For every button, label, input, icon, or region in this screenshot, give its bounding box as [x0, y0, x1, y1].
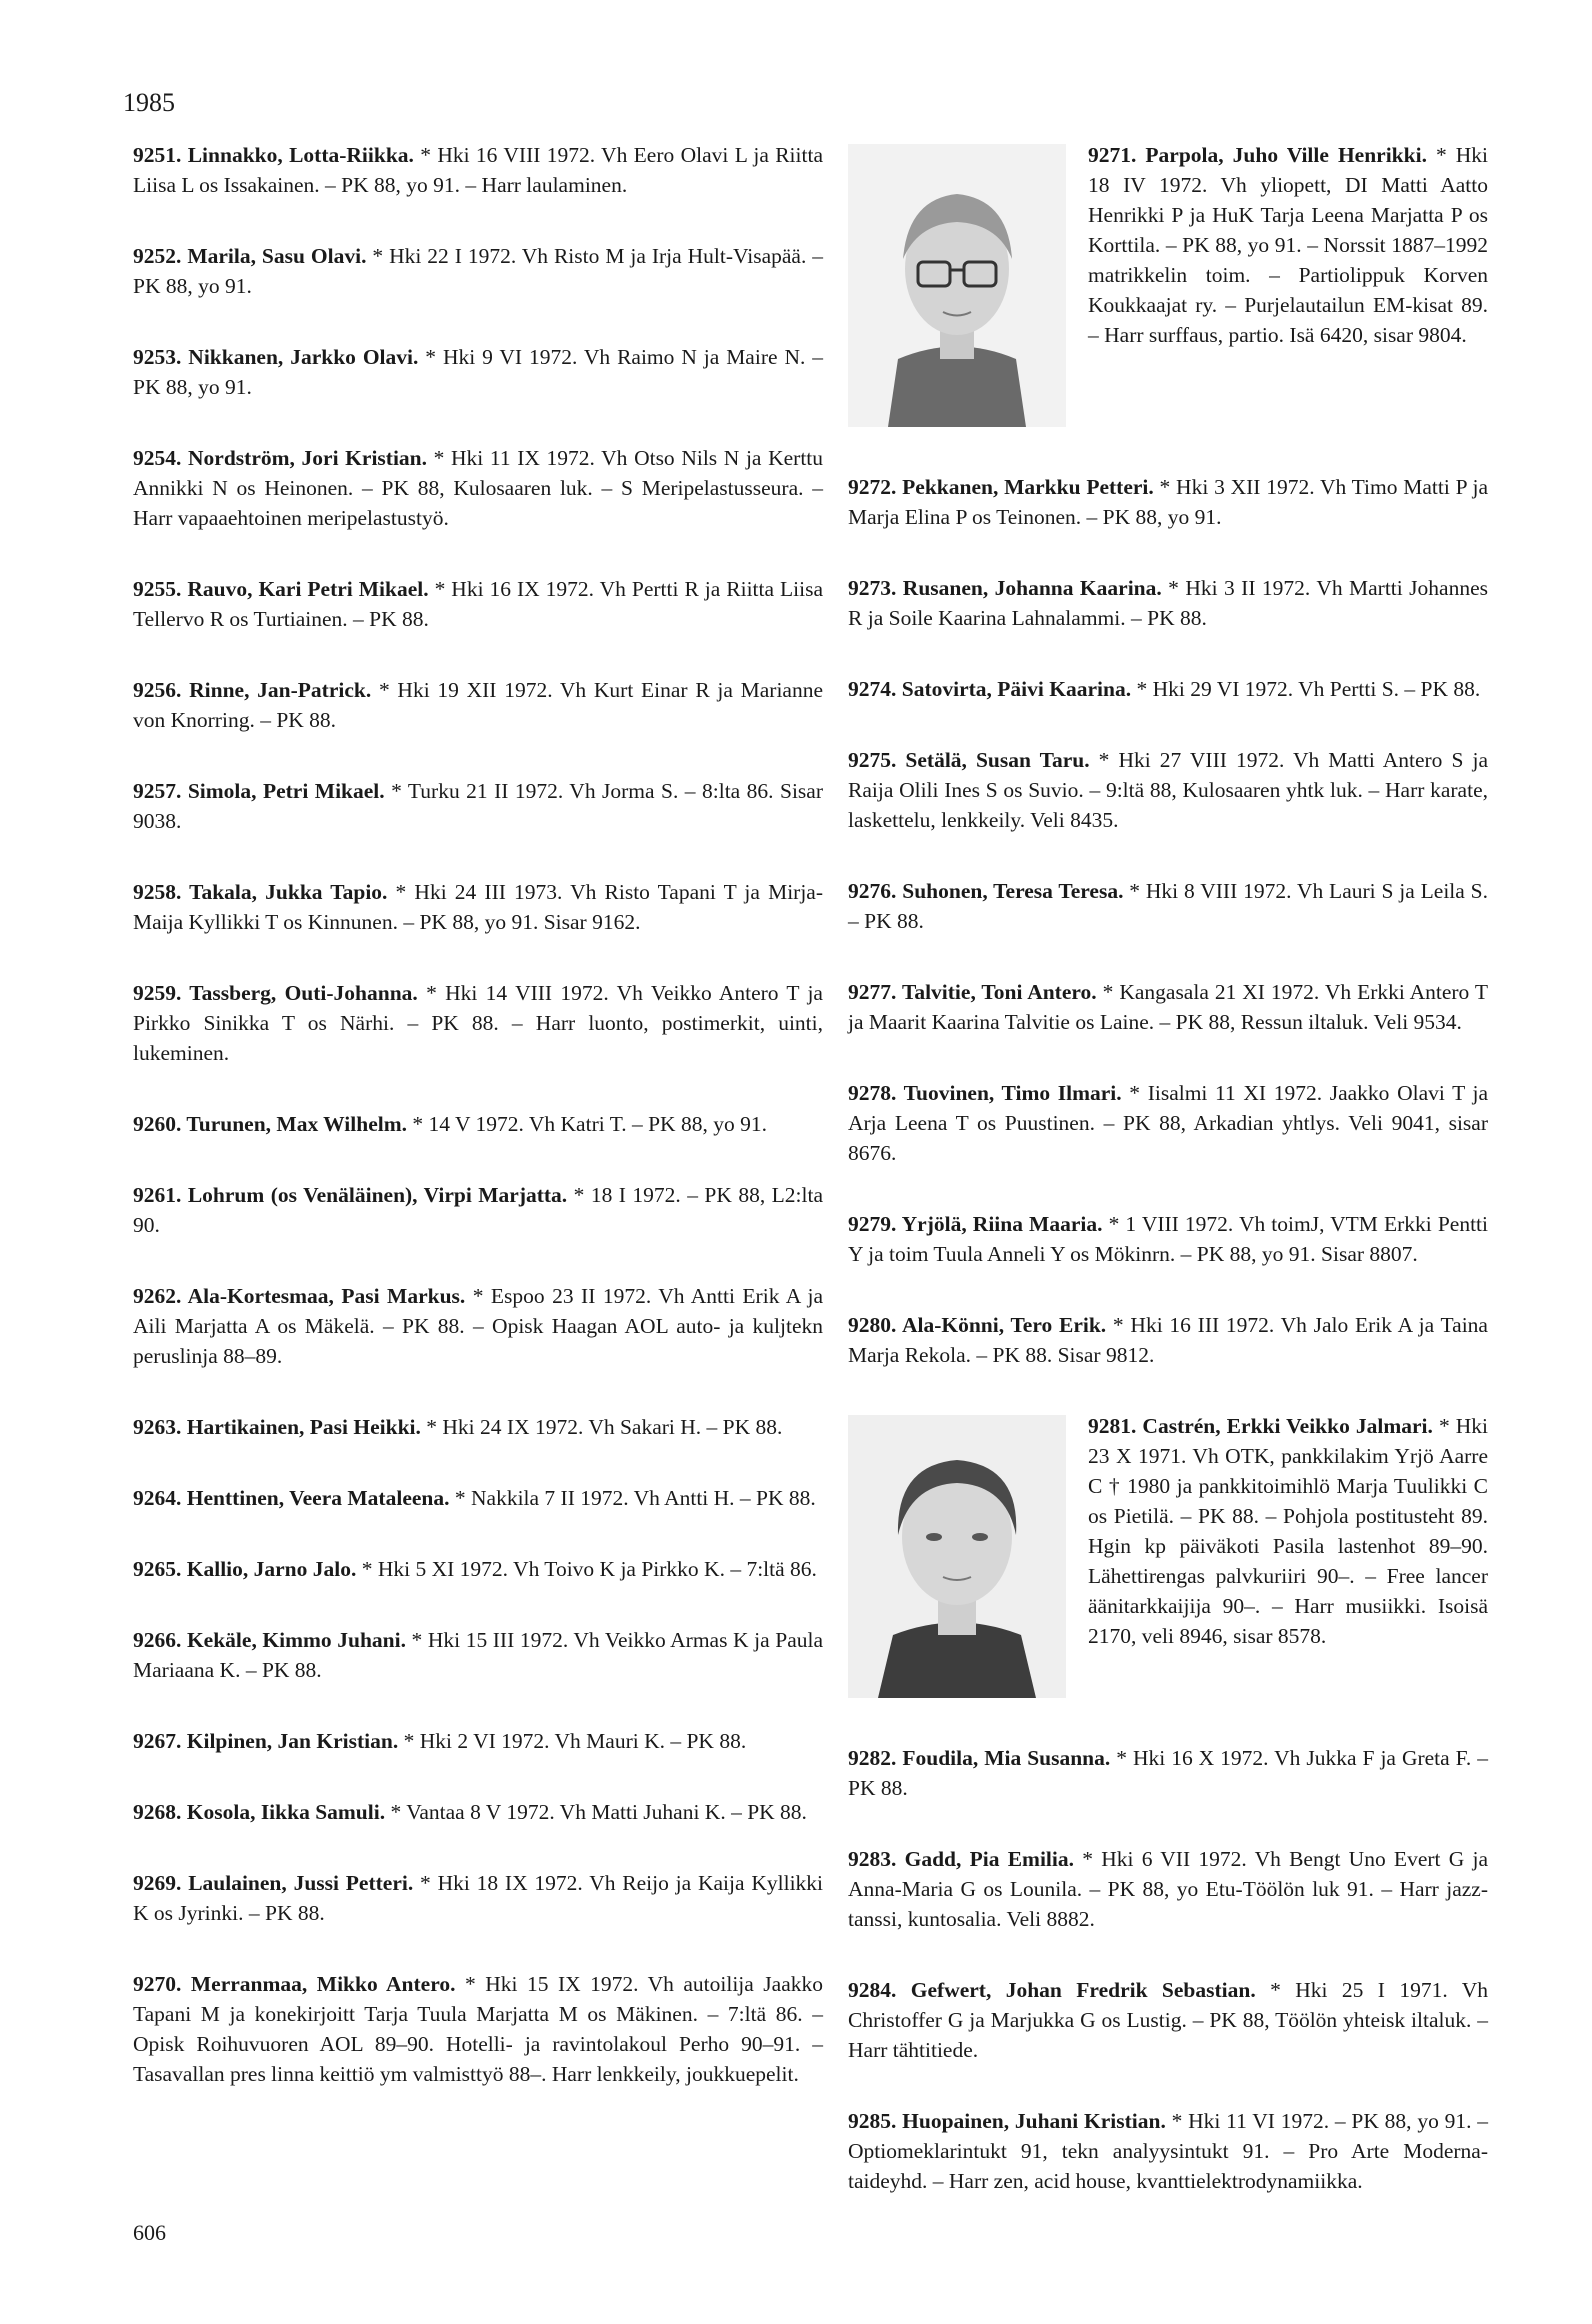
entry	[133, 675, 823, 735]
entry-name: 9278. Tuovinen, Timo Ilmari.	[848, 1081, 1122, 1105]
entry-name: 9256. Rinne, Jan-Patrick.	[133, 678, 372, 702]
entry-name: 9251. Linnakko, Lotta-Riikka.	[133, 143, 414, 167]
entry	[848, 1078, 1488, 1168]
entry	[133, 776, 823, 836]
entry	[133, 1625, 823, 1685]
entry	[133, 140, 823, 200]
entry-name: 9267. Kilpinen, Jan Kristian.	[133, 1729, 399, 1753]
entry-with-photo	[848, 1411, 1488, 1702]
entry-name: 9252. Marila, Sasu Olavi.	[133, 244, 367, 268]
entry-text: * Hki 16 III 1972. Vh Jalo Erik A ja Taina Marja Rekola. – PK 88. Sisar 9812.	[848, 1313, 1488, 1367]
entry	[848, 745, 1488, 835]
entry-name: 9254. Nordström, Jori Kristian.	[133, 446, 427, 470]
entry-name: 9282. Foudila, Mia Susanna.	[848, 1746, 1111, 1770]
entry-name: 9272. Pekkanen, Markku Petteri.	[848, 475, 1154, 499]
entry	[848, 977, 1488, 1037]
entry-name: 9269. Laulainen, Jussi Petteri.	[133, 1871, 414, 1895]
entry-name: 9266. Kekäle, Kimmo Juhani.	[133, 1628, 406, 1652]
entry-name: 9274. Satovirta, Päivi Kaarina.	[848, 677, 1132, 701]
entry	[133, 574, 823, 634]
entry-name: 9283. Gadd, Pia Emilia.	[848, 1847, 1074, 1871]
entry	[133, 1412, 823, 1442]
entry-text: * Hki 18 IX 1972. Vh Reijo ja Kaija Kyllikki K os Jyrinki. – PK 88.	[133, 1871, 824, 1925]
portrait-glasses-icon	[848, 144, 1066, 427]
entry-name: 9263. Hartikainen, Pasi Heikki.	[133, 1415, 421, 1439]
entry-name: 9275. Setälä, Susan Taru.	[848, 748, 1090, 772]
entry	[133, 1281, 823, 1371]
entry	[848, 674, 1488, 704]
entry	[848, 2106, 1488, 2196]
entry	[133, 1726, 823, 1756]
page-number: 606	[133, 2220, 166, 2245]
entry-name: 9279. Yrjölä, Riina Maaria.	[848, 1212, 1103, 1236]
entry-text: * Hki 9 VI 1972. Vh Raimo N ja Maire N. – PK 88, yo 91.	[133, 345, 824, 399]
entry-name: 9262. Ala-Kortesmaa, Pasi Markus.	[133, 1284, 466, 1308]
entry-text: * Vantaa 8 V 1972. Vh Matti Juhani K. – PK 88.	[385, 1800, 807, 1824]
entry-text: * Hki 24 IX 1972. Vh Sakari H. – PK 88.	[420, 1415, 783, 1439]
entry-text: * Hki 8 VIII 1972. Vh Lauri S ja Leila S. – PK 88.	[848, 879, 1489, 933]
entry	[133, 1180, 823, 1240]
entry-name: 9261. Lohrum (os Venäläinen), Virpi Marjatta.	[133, 1183, 568, 1207]
entry-name: 9253. Nikkanen, Jarkko Olavi.	[133, 345, 419, 369]
entry	[848, 1209, 1488, 1269]
entry-text: * Iisalmi 11 XI 1972. Jaakko Olavi T ja Arja Leena T os Puustinen. – PK 88, Arkadian yhtlys. Veli 9041, sisar 8676.	[848, 1081, 1489, 1165]
entry-name: 9285. Huopainen, Juhani Kristian.	[848, 2109, 1166, 2133]
entry-name: 9271. Parpola, Juho Ville Henrikki.	[1088, 143, 1427, 167]
entry	[848, 573, 1488, 633]
entry	[848, 1844, 1488, 1934]
entry-text: * Hki 23 X 1971. Vh OTK, pankkilakim Yrjö Aarre C † 1980 ja pankkitoimihlö Marja Tuulikki C os Pietilä. – PK 88. – Pohjola postitusteht 89. Hgin kp päiväkoti Pasila lastenhot 89–90. Lähettirengas palvkuriiri 90–. – Free lancer äänitarkkaijija 90–. – Harr musiikki. Isoisä 2170, veli 8946, sisar 8578.	[1088, 1414, 1489, 1648]
entry	[133, 877, 823, 937]
entry-text: * Hki 11 VI 1972. – PK 88, yo 91. – Optiomeklarintukt 91, tekn analyysintukt 91. – Pro Arte Moderna-taideyhd. – Harr zen, acid house, kvanttielektrodynamiikka.	[848, 2109, 1488, 2193]
entry-name: 9255. Rauvo, Kari Petri Mikael.	[133, 577, 429, 601]
entry-text: * Hki 15 III 1972. Vh Veikko Armas K ja Paula Mariaana K. – PK 88.	[133, 1628, 823, 1682]
left-column	[133, 140, 823, 2130]
entry-text: * Kangasala 21 XI 1972. Vh Erkki Antero T ja Maarit Kaarina Talvitie os Laine. – PK 88, Ressun iltaluk. Veli 9534.	[848, 980, 1489, 1034]
entry	[133, 1109, 823, 1139]
entry-name: 9264. Henttinen, Veera Mataleena.	[133, 1486, 450, 1510]
entry-text: * Hki 18 IV 1972. Vh yliopett, DI Matti Aatto Henrikki P ja HuK Tarja Leena Marjatta P os Korttila. – PK 88, yo 91. – Norssit 1887–1992 matrikkelin toim. – Partiolippuk Korven Koukkaajat ry. – Purjelautailun EM-kisat 89. – Harr surffaus, partio. Isä 6420, sisar 9804.	[1088, 143, 1489, 347]
entry	[133, 1797, 823, 1827]
entry-name: 9280. Ala-Könni, Tero Erik.	[848, 1313, 1107, 1337]
entry-text: * Hki 5 XI 1972. Vh Toivo K ja Pirkko K. – 7:ltä 86.	[356, 1557, 817, 1581]
entry-text: * Hki 16 X 1972. Vh Jukka F ja Greta F. – PK 88.	[848, 1746, 1489, 1800]
entry-text: * Hki 29 VI 1972. Vh Pertti S. – PK 88.	[1131, 677, 1481, 701]
entry-name: 9259. Tassberg, Outi-Johanna.	[133, 981, 418, 1005]
entry	[848, 1743, 1488, 1803]
entry-text: * Nakkila 7 II 1972. Vh Antti H. – PK 88.	[449, 1486, 816, 1510]
entry-text: * Hki 19 XII 1972. Vh Kurt Einar R ja Marianne von Knorring. – PK 88.	[133, 678, 824, 732]
entry-name: 9284. Gefwert, Johan Fredrik Sebastian.	[848, 1978, 1256, 2002]
portrait-photo	[848, 1415, 1066, 1698]
portrait-young-man-icon	[848, 1415, 1066, 1698]
entry-name: 9277. Talvitie, Toni Antero.	[848, 980, 1097, 1004]
entry-text: * Hki 15 IX 1972. Vh autoilija Jaakko Tapani M ja konekirjoitt Tarja Tuula Marjatta M os Mäkinen. – 7:ltä 86. – Opisk Roihuvuoren AOL 89–90. Hotelli- ja ravintolakoul Perho 90–91. – Tasavallan pres linna keittiö ym valmisttyö 88–. Harr lenkkeily, joukkuepelit.	[133, 1972, 824, 2086]
entry-text: * Hki 6 VII 1972. Vh Bengt Uno Evert G ja Anna-Maria G os Lounila. – PK 88, yo Etu-Töölön luk 91. – Harr jazz-tanssi, kuntosalia. Veli 8882.	[848, 1847, 1488, 1931]
entry	[848, 472, 1488, 532]
entry-text: * Hki 24 III 1973. Vh Risto Tapani T ja Mirja-Maija Kyllikki T os Kinnunen. – PK 88, yo 91. Sisar 9162.	[133, 880, 823, 934]
entry	[848, 1310, 1488, 1370]
entry-name: 9270. Merranmaa, Mikko Antero.	[133, 1972, 456, 1996]
entry-text: * Hki 2 VI 1972. Vh Mauri K. – PK 88.	[398, 1729, 747, 1753]
entry	[133, 1868, 823, 1928]
entry-text: * Turku 21 II 1972. Vh Jorma S. – 8:lta 86. Sisar 9038.	[133, 779, 823, 833]
entry-text: * Hki 11 IX 1972. Vh Otso Nils N ja Kerttu Annikki N os Heinonen. – PK 88, Kulosaaren luk. – S Meripelastusseura. – Harr vapaaehtoinen meripelastustyö.	[133, 446, 824, 530]
entry-text: * 1 VIII 1972. Vh toimJ, VTM Erkki Pentti Y ja toim Tuula Anneli Y os Mökinrn. – PK 88, yo 91. Sisar 8807.	[848, 1212, 1488, 1266]
entry	[133, 443, 823, 533]
entry-with-photo	[848, 140, 1488, 431]
entry-text: * Hki 16 IX 1972. Vh Pertti R ja Riitta Liisa Tellervo R os Turtiainen. – PK 88.	[133, 577, 823, 631]
entry-text: * Hki 3 II 1972. Vh Martti Johannes R ja Soile Kaarina Lahnalammi. – PK 88.	[848, 576, 1488, 630]
entry	[133, 1969, 823, 2089]
entry-text: * Hki 25 I 1971. Vh Christoffer G ja Marjukka G os Lustig. – PK 88, Töölön yhteisk iltaluk. – Harr tähtitiede.	[848, 1978, 1488, 2062]
entry-text: * Hki 22 I 1972. Vh Risto M ja Irja Hult-Visapää. – PK 88, yo 91.	[133, 244, 824, 298]
entry-text: * Espoo 23 II 1972. Vh Antti Erik A ja Aili Marjatta A os Mäkelä. – PK 88. – Opisk Haagan AOL auto- ja kuljtekn peruslinja 88–89.	[133, 1284, 823, 1368]
entry	[848, 1975, 1488, 2065]
entry-text: * 18 I 1972. – PK 88, L2:lta 90.	[133, 1183, 823, 1237]
entry-text: * Hki 3 XII 1972. Vh Timo Matti P ja Marja Elina P os Teinonen. – PK 88, yo 91.	[848, 475, 1489, 529]
entry-name: 9281. Castrén, Erkki Veikko Jalmari.	[1088, 1414, 1433, 1438]
entry-name: 9257. Simola, Petri Mikael.	[133, 779, 385, 803]
entry-name: 9273. Rusanen, Johanna Kaarina.	[848, 576, 1162, 600]
entry-name: 9265. Kallio, Jarno Jalo.	[133, 1557, 357, 1581]
entry	[848, 876, 1488, 936]
portrait-photo	[848, 144, 1066, 427]
entry	[133, 342, 823, 402]
entry-name: 9276. Suhonen, Teresa Teresa.	[848, 879, 1124, 903]
entry	[133, 1483, 823, 1513]
entry-name: 9258. Takala, Jukka Tapio.	[133, 880, 388, 904]
entry-text: * Hki 16 VIII 1972. Vh Eero Olavi L ja Riitta Liisa L os Issakainen. – PK 88, yo 91. – Harr laulaminen.	[133, 143, 823, 197]
entry-text: * Hki 14 VIII 1972. Vh Veikko Antero T ja Pirkko Sinikka T os Närhi. – PK 88. – Harr luonto, postimerkit, uinti, lukeminen.	[133, 981, 823, 1065]
right-column	[848, 140, 1488, 2237]
entry	[133, 1554, 823, 1584]
page-year: 1985	[123, 88, 175, 117]
entry-text: * Hki 27 VIII 1972. Vh Matti Antero S ja Raija Olili Ines S os Suvio. – 9:ltä 88, Kulosaaren yhtk luk. – Harr karate, laskettelu, lenkkeily. Veli 8435.	[848, 748, 1488, 832]
entry-text: * 14 V 1972. Vh Katri T. – PK 88, yo 91.	[407, 1112, 767, 1136]
entry-name: 9268. Kosola, Iikka Samuli.	[133, 1800, 386, 1824]
entry-name: 9260. Turunen, Max Wilhelm.	[133, 1112, 408, 1136]
entry	[133, 978, 823, 1068]
entry	[133, 241, 823, 301]
